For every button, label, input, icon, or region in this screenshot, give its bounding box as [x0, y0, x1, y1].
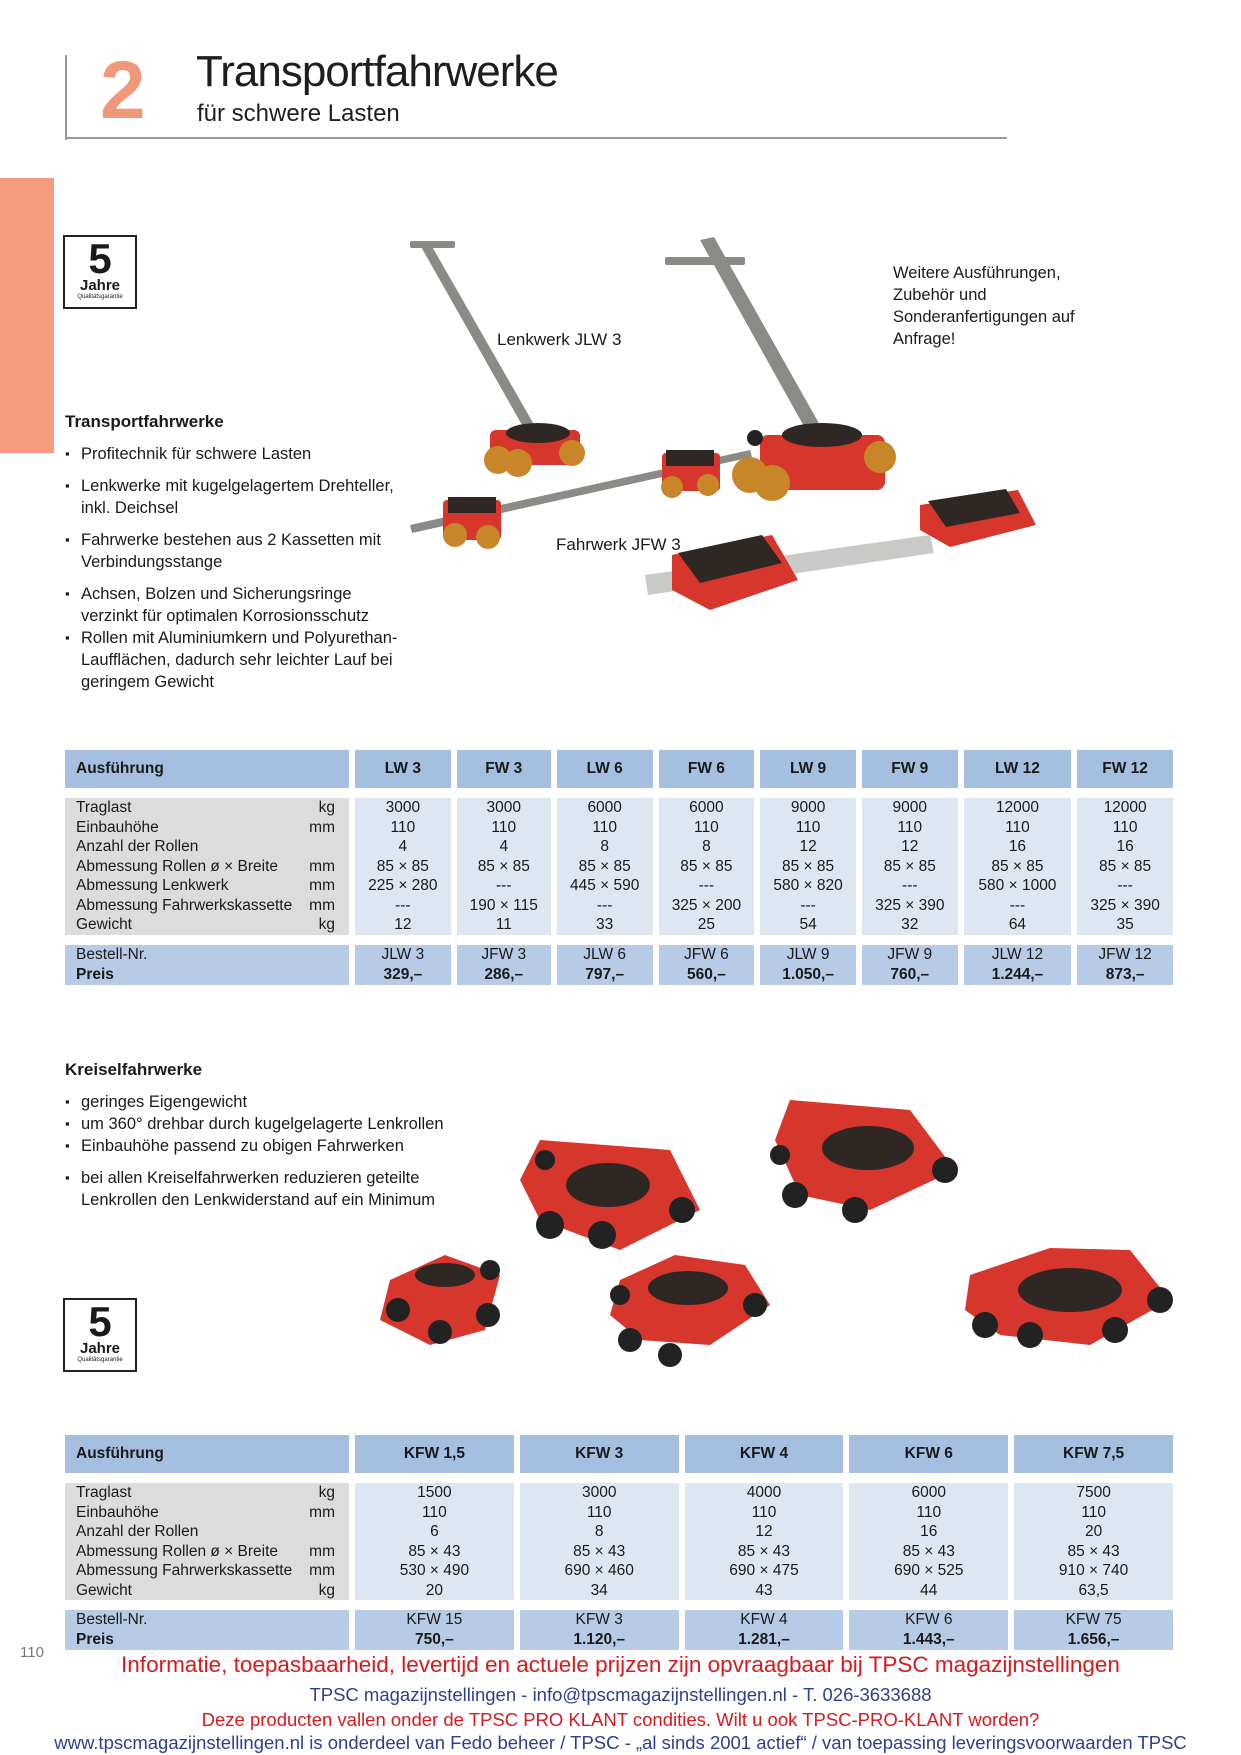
table-cell: 8: [594, 1523, 604, 1540]
order-cell: [659, 945, 755, 985]
order-number: JFW 6: [683, 945, 729, 963]
column-header: LW 12: [964, 750, 1072, 788]
table-header-label: Ausführung: [65, 750, 349, 788]
table-cell: 34: [590, 1581, 608, 1599]
chapter-rule-horizontal: [65, 137, 1007, 139]
price: 750,–: [415, 1631, 454, 1648]
kreiselfahrwerk-figure: [380, 1255, 500, 1345]
order-number: JFW 3: [481, 945, 527, 963]
table-cell: 110: [1112, 818, 1138, 836]
footer-legal-line: www.tpscmagazijnstellingen.nl is onderdeel van Fedo beheer / TPSC - „al sinds 2001 actief“ / van toepassing leveringsvoorwaarden TPSC: [54, 1732, 1187, 1753]
table-cell: 85 × 85: [991, 857, 1044, 875]
table-column: [1014, 1483, 1173, 1600]
price: 1.050,–: [782, 965, 834, 983]
table-cell: 9000: [892, 799, 928, 816]
order-cell: [520, 1610, 679, 1650]
table-body: [65, 798, 1173, 935]
table-cell: ---: [800, 896, 816, 914]
table-cell: 43: [755, 1581, 773, 1599]
kreiselfahrwerk-figure: [965, 1248, 1173, 1348]
table-cell: 63,5: [1078, 1581, 1109, 1599]
column-header: FW 6: [659, 750, 755, 788]
order-number: JFW 12: [1098, 945, 1152, 963]
page-title: Transportfahrwerke: [196, 47, 558, 96]
column-header: KFW 6: [849, 1435, 1008, 1473]
table-cell: 690 × 460: [564, 1562, 634, 1579]
table-column: [355, 798, 451, 935]
order-cell: [1077, 945, 1173, 985]
table-cell: 85 × 43: [737, 1542, 791, 1560]
table-column: [760, 798, 856, 935]
table-cell: 85 × 85: [376, 857, 429, 875]
list-item: ▪ Einbauhöhe passend zu obigen Fahrwerken: [65, 1135, 485, 1157]
table-column: [457, 798, 551, 935]
table-cell: 325 × 390: [1090, 896, 1160, 914]
row-unit: mm: [309, 818, 335, 836]
column-header: LW 9: [760, 750, 856, 788]
table-cell: 12: [394, 916, 412, 933]
table-column: [685, 1483, 844, 1600]
list-item: ▪ Lenkwerke mit kugelgelagertem Drehteller, inkl. Deichsel: [65, 475, 405, 519]
order-cell: [355, 1610, 514, 1650]
row-unit: mm: [309, 1562, 335, 1579]
row-label: Anzahl der Rollen: [76, 838, 199, 855]
row-label: Traglast: [76, 1484, 132, 1501]
kreiselfahrwerk-figure: [770, 1100, 958, 1223]
price: 1.656,–: [1067, 1631, 1120, 1648]
lenkwerk-small-figure: [410, 241, 585, 477]
row-labels: [65, 798, 349, 935]
list-item: ▪ Profitechnik für schwere Lasten: [65, 443, 405, 465]
order-number: KFW 6: [905, 1611, 953, 1628]
table-column: [849, 1483, 1008, 1600]
price: 873,–: [1105, 965, 1145, 983]
table-cell: 85 × 43: [408, 1542, 461, 1560]
order-number: JLW 6: [583, 945, 627, 963]
spec-table-kreiselfahrwerke: [59, 1435, 1179, 1650]
table-order-row: [65, 945, 1173, 985]
table-cell: 580 × 1000: [978, 877, 1057, 894]
list-item: ▪ bei allen Kreiselfahrwerken reduzieren geteilte Lenkrollen den Lenkwiderstand auf ein Minimum: [65, 1167, 485, 1211]
price: 329,–: [383, 965, 423, 983]
table-cell: 110: [694, 818, 719, 836]
price-label: Preis: [76, 965, 114, 983]
warranty-small: Qualitätsgarantie: [77, 294, 123, 300]
table-cell: ---: [1117, 877, 1133, 894]
table-cell: 35: [1116, 916, 1134, 933]
order-cell: [355, 945, 451, 985]
table-cell: 85 × 43: [573, 1542, 626, 1560]
order-cell: [862, 945, 958, 985]
table-cell: ---: [395, 896, 411, 914]
table-cell: 110: [1005, 818, 1030, 836]
table-cell: 110: [422, 1503, 447, 1521]
kreiselfahrwerk-figure: [610, 1255, 770, 1367]
price: 1.443,–: [902, 1631, 955, 1648]
table-cell: 7500: [1076, 1484, 1111, 1501]
order-number: JLW 3: [381, 945, 425, 963]
list-item: ▪ um 360° drehbar durch kugelgelagerte Lenkrollen: [65, 1113, 485, 1135]
column-header: LW 6: [557, 750, 653, 788]
row-unit: mm: [309, 1542, 335, 1560]
row-label: Abmessung Fahrwerkskassette: [76, 1562, 293, 1579]
chapter-number: 2: [100, 45, 146, 136]
order-number: KFW 15: [406, 1611, 463, 1628]
table-cell: 12: [901, 838, 919, 855]
order-cell: [685, 1610, 844, 1650]
table-cell: 20: [1084, 1523, 1103, 1540]
row-labels: [65, 1483, 349, 1600]
note-more-versions: Weitere Ausführungen, Zubehör und Sonderanfertigungen auf Anfrage!: [893, 264, 1075, 348]
footer-info-line: Informatie, toepasbaarheid, levertijd en actuele prijzen zijn opvraagbaar bij TPSC magazijnstellingen: [121, 1652, 1120, 1677]
row-label: Gewicht: [76, 1581, 132, 1599]
list-item: ▪ Fahrwerke bestehen aus 2 Kassetten mit Verbindungsstange: [65, 529, 405, 573]
kreiselfahrwerk-figure: [520, 1140, 700, 1250]
table-order-row: [65, 1610, 1173, 1650]
price: 560,–: [686, 965, 726, 983]
table-cell: ---: [596, 896, 613, 914]
section-title-transportfahrwerke: Transportfahrwerke: [65, 412, 224, 431]
table-cell: 44: [920, 1581, 938, 1599]
order-labels: [65, 945, 349, 985]
row-label: Anzahl der Rollen: [76, 1523, 199, 1540]
table-cell: 16: [1116, 838, 1134, 855]
table-cell: 11: [495, 916, 512, 933]
page-subtitle: für schwere Lasten: [197, 100, 400, 127]
order-cell: [457, 945, 551, 985]
table-cell: 445 × 590: [569, 877, 640, 894]
table-cell: 8: [600, 838, 609, 855]
warranty-years: 5: [88, 235, 112, 282]
footer-pro-klant-line: Deze producten vallen onder de TPSC PRO KLANT condities. Wilt u ook TPSC-PRO-KLANT worden?: [201, 1709, 1040, 1730]
column-header: FW 12: [1077, 750, 1173, 788]
row-label: Abmessung Rollen ø × Breite: [76, 1542, 279, 1560]
table-column: [520, 1483, 679, 1600]
row-unit: mm: [309, 1503, 335, 1521]
table-cell: 6000: [587, 799, 622, 816]
column-header: KFW 1,5: [355, 1435, 514, 1473]
table-cell: 6: [430, 1523, 439, 1540]
table-cell: 85 × 43: [1067, 1542, 1120, 1560]
table-cell: 85 × 85: [883, 857, 936, 875]
row-label: Einbauhöhe: [76, 818, 159, 836]
chapter-rule-vertical: [65, 55, 67, 140]
table-cell: 190 × 115: [469, 896, 538, 914]
table-column: [964, 798, 1072, 935]
table-cell: 690 × 525: [894, 1562, 964, 1579]
table-cell: 25: [697, 916, 715, 933]
column-header: FW 3: [457, 750, 551, 788]
table-column: [659, 798, 755, 935]
row-label: Abmessung Fahrwerkskassette: [76, 896, 293, 914]
price: 760,–: [890, 965, 930, 983]
table-cell: 910 × 740: [1058, 1562, 1129, 1579]
price: 1.281,–: [738, 1631, 790, 1648]
row-unit: kg: [318, 799, 335, 816]
order-number: KFW 4: [740, 1611, 788, 1628]
table-cell: 6000: [689, 799, 724, 816]
row-label: Abmessung Rollen ø × Breite: [76, 857, 279, 875]
feature-list-transportfahrwerke: [65, 443, 405, 703]
order-number: JLW 12: [991, 945, 1044, 963]
table-cell: 4: [398, 838, 408, 855]
table-cell: 12000: [995, 799, 1039, 816]
table-cell: 85 × 43: [902, 1542, 955, 1560]
order-cell: [1014, 1610, 1173, 1650]
table-cell: 85 × 85: [578, 857, 631, 875]
column-header: LW 3: [355, 750, 451, 788]
order-number: KFW 3: [575, 1611, 623, 1628]
order-number: JFW 9: [887, 945, 933, 963]
table-cell: ---: [902, 877, 918, 894]
table-cell: 12: [799, 838, 817, 855]
order-cell: [557, 945, 653, 985]
warranty-years: 5: [88, 1298, 112, 1345]
row-unit: kg: [318, 1484, 335, 1501]
table-cell: 33: [596, 916, 614, 933]
table-header-label: Ausführung: [65, 1435, 349, 1473]
table-cell: 110: [586, 1503, 612, 1521]
price: 286,–: [484, 965, 524, 983]
table-cell: 6000: [911, 1484, 947, 1501]
table-cell: 16: [1008, 838, 1027, 855]
row-unit: mm: [309, 857, 335, 875]
list-item: ▪ geringes Eigengewicht: [65, 1091, 485, 1113]
row-unit: kg: [318, 916, 335, 933]
table-cell: 110: [1081, 1503, 1106, 1521]
warranty-word: Jahre: [79, 277, 121, 294]
table-cell: 110: [897, 818, 923, 836]
row-unit: mm: [309, 896, 335, 914]
table-column: [862, 798, 958, 935]
spec-table-transportfahrwerke: [59, 750, 1179, 985]
table-cell: 690 × 475: [729, 1562, 799, 1579]
table-cell: 1500: [417, 1484, 452, 1501]
column-header: KFW 3: [520, 1435, 679, 1473]
table-cell: 16: [920, 1523, 938, 1540]
warranty-small: Qualitätsgarantie: [77, 1357, 123, 1363]
row-unit: kg: [318, 1581, 335, 1599]
row-label: Abmessung Lenkwerk: [76, 877, 229, 894]
table-cell: 110: [751, 1503, 777, 1521]
footer-contact-line: TPSC magazijnstellingen - info@tpscmagazijnstellingen.nl - T. 026-3633688: [309, 1684, 932, 1705]
caption-fahrwerk: Fahrwerk JFW 3: [556, 535, 681, 554]
section-title-kreiselfahrwerke: Kreiselfahrwerke: [65, 1060, 203, 1079]
order-cell: [760, 945, 856, 985]
table-cell: 85 × 85: [782, 857, 835, 875]
order-label: Bestell-Nr.: [76, 945, 148, 963]
table-cell: 32: [901, 916, 919, 933]
table-body: [65, 1483, 1173, 1600]
rotating-dollies-illustration: [370, 1100, 1190, 1410]
table-cell: 85 × 85: [477, 857, 530, 875]
table-cell: 9000: [790, 799, 826, 816]
table-cell: 110: [795, 818, 821, 836]
table-cell: 85 × 85: [680, 857, 733, 875]
price: 1.120,–: [573, 1631, 626, 1648]
row-label: Einbauhöhe: [76, 1503, 159, 1521]
column-header: KFW 4: [685, 1435, 844, 1473]
table-cell: 110: [491, 818, 517, 836]
order-cell: [964, 945, 1072, 985]
table-cell: ---: [698, 877, 715, 894]
chapter-side-tab: [0, 178, 54, 453]
table-cell: 8: [702, 838, 711, 855]
table-cell: 580 × 820: [773, 877, 843, 894]
table-cell: 20: [425, 1581, 444, 1599]
table-cell: 85 × 85: [1099, 857, 1152, 875]
table-column: [1077, 798, 1173, 935]
table-cell: 225 × 280: [368, 877, 438, 894]
table-cell: 110: [390, 818, 416, 836]
column-header: KFW 7,5: [1014, 1435, 1173, 1473]
table-cell: 4: [499, 838, 509, 855]
order-cell: [849, 1610, 1008, 1650]
table-cell: 3000: [486, 799, 521, 816]
table-cell: 325 × 200: [671, 896, 742, 914]
table-cell: 12: [755, 1523, 773, 1540]
price: 1.244,–: [991, 965, 1044, 983]
fahrwerk-large-figure: [645, 489, 1036, 610]
table-column: [557, 798, 653, 935]
table-cell: ---: [1009, 896, 1026, 914]
table-column: [355, 1483, 514, 1600]
caption-lenkwerk: Lenkwerk JLW 3: [497, 330, 622, 349]
table-cell: 64: [1008, 916, 1027, 933]
row-unit: mm: [309, 877, 335, 894]
list-item: ▪ Rollen mit Aluminiumkern und Polyurethan-Laufflächen, dadurch sehr leichter Lauf bei geringem Gewicht: [65, 627, 405, 693]
table-cell: 110: [916, 1503, 942, 1521]
list-item: ▪ Achsen, Bolzen und Sicherungsringe verzinkt für optimalen Korrosionsschutz: [65, 583, 405, 627]
warranty-word: Jahre: [79, 1340, 121, 1357]
page-number: 110: [20, 1644, 44, 1661]
table-cell: 3000: [385, 799, 421, 816]
table-cell: 3000: [581, 1484, 617, 1501]
table-cell: ---: [496, 877, 512, 894]
row-label: Traglast: [76, 799, 132, 816]
table-cell: 110: [592, 818, 618, 836]
order-number: JLW 9: [786, 945, 830, 963]
column-header: FW 9: [862, 750, 958, 788]
warranty-badge: [63, 235, 137, 309]
table-cell: 4000: [746, 1484, 782, 1501]
table-cell: 54: [799, 916, 817, 933]
table-cell: 530 × 490: [399, 1562, 470, 1579]
order-label: Bestell-Nr.: [76, 1611, 148, 1628]
price: 797,–: [585, 965, 625, 983]
order-labels: [65, 1610, 349, 1650]
table-cell: 12000: [1103, 799, 1147, 816]
order-number: KFW 75: [1065, 1611, 1122, 1628]
warranty-badge: [63, 1298, 137, 1372]
price-label: Preis: [76, 1631, 114, 1648]
table-cell: 325 × 390: [875, 896, 945, 914]
row-label: Gewicht: [76, 916, 132, 933]
